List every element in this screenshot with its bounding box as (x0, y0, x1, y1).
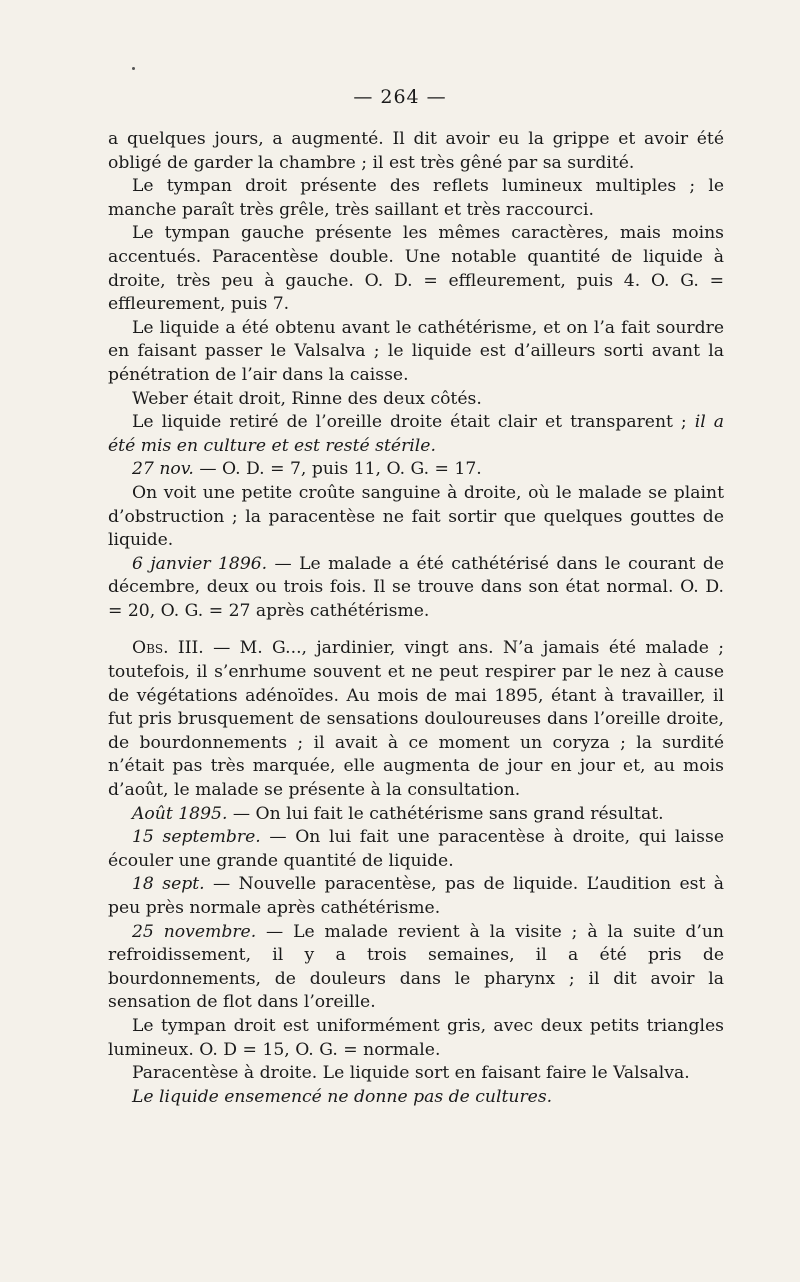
paragraph-text: Le tympan droit présente des reflets lumineux multiples ; le manche paraît très grêle, très saillant et très raccourci. (108, 176, 724, 220)
paragraph (108, 803, 724, 827)
paragraph-text: — Le malade revient à la visite ; à la suite d’un refroidissement, il y a trois semaines, il a été pris de bourdonnements, de douleurs dans le pharynx ; il dit avoir la sensation de flot dans l’oreille. (108, 921, 724, 1013)
paragraph-text: On voit une petite croûte sanguine à droite, où le malade se plaint d’obstruction ; la paracentèse ne fait sortir que quelques gouttes de liquide. (108, 482, 724, 551)
paragraph-text: a quelques jours, a augmenté. Il dit avoir eu la grippe et avoir été obligé de garder la chambre ; il est très gêné par sa surdité. (108, 129, 724, 173)
paragraph (108, 826, 724, 873)
paragraph (108, 411, 724, 458)
paragraph (108, 553, 724, 624)
paragraph-text-italic: il a été mis en culture et est resté stérile. (108, 412, 724, 456)
paragraph (108, 128, 724, 175)
paragraph-text: — Le malade a été cathétérisé dans le courant de décembre, deux ou trois fois. Il se trouve dans son état normal. O. D. = 20, O. G. = 27 après cathétérisme. (108, 553, 724, 621)
paragraph (108, 1015, 724, 1062)
date-lead: 18 sept. (132, 874, 205, 895)
paragraph (108, 482, 724, 553)
paragraph-text: — M. G..., jardinier, vingt ans. N’a jamais été malade ; toutefois, il s’enrhume souvent et ne peut respirer par le nez à cause de végétations adénoïdes. Au mois de mai 1895, étant à travailler, il fut pris brusquement de sensations douloureuses dans l’oreille droite, de bourdonnements ; il avait à ce moment un coryza ; la surdité n’était pas très marquée, elle augmenta de jour en jour et, au mois d’août, le malade se présente à la consultation. (108, 638, 724, 801)
paragraph-text: Le tympan gauche présente les mêmes caractères, mais moins accentués. Paracentèse double. Une notable quantité de liquide à droite, très peu à gauche. O. D. = effleurement, puis 4. O. G. = effleurement, puis 7. (108, 223, 724, 315)
paragraph-text-italic: Le liquide ensemencé ne donne pas de cultures. (132, 1086, 553, 1107)
paragraph (108, 637, 724, 802)
date-lead: 27 nov. (132, 459, 194, 480)
paragraph (108, 873, 724, 920)
body-text (108, 128, 724, 1109)
paragraph (108, 1086, 724, 1110)
paragraph (108, 175, 724, 222)
observation-heading: Obs. III. (132, 638, 204, 659)
paragraph (108, 222, 724, 316)
paragraph-text: Le liquide retiré de l’oreille droite était clair et transparent ; (132, 412, 687, 433)
paragraph (108, 921, 724, 1015)
paragraph (108, 1062, 724, 1086)
paragraph-text: — On lui fait une paracentèse à droite, qui laisse écouler une grande quantité de liquide. (108, 827, 724, 871)
date-lead: 15 septembre. (132, 827, 261, 848)
paragraph-text: Paracentèse à droite. Le liquide sort en faisant faire le Valsalva. (132, 1063, 690, 1084)
date-lead: 6 janvier 1896. (132, 553, 268, 574)
paragraph-text: — Nouvelle paracentèse, pas de liquide. L’audition est à peu près normale après cathétérisme. (108, 874, 724, 918)
paragraph (108, 458, 724, 482)
date-lead: 25 novembre. (132, 921, 257, 942)
paragraph-text: Le tympan droit est uniformément gris, avec deux petits triangles lumineux. O. D = 15, O. G. = normale. (108, 1015, 724, 1060)
paragraph-text: Weber était droit, Rinne des deux côtés. (132, 388, 482, 409)
paragraph-text: — O. D. = 7, puis 11, O. G. = 17. (193, 459, 482, 480)
date-lead: Août 1895. (132, 803, 228, 824)
paragraph-text: Le liquide a été obtenu avant le cathétérisme, et on l’a fait sourdre en faisant passer le Valsalva ; le liquide est d’ailleurs sorti avant la pénétration de l’air dans la caisse. (108, 317, 724, 385)
paragraph (108, 388, 724, 412)
ink-speck (132, 67, 135, 70)
paragraph-text: — On lui fait le cathétérisme sans grand résultat. (227, 803, 664, 824)
paragraph (108, 317, 724, 388)
page-number: — 264 — (353, 86, 447, 108)
